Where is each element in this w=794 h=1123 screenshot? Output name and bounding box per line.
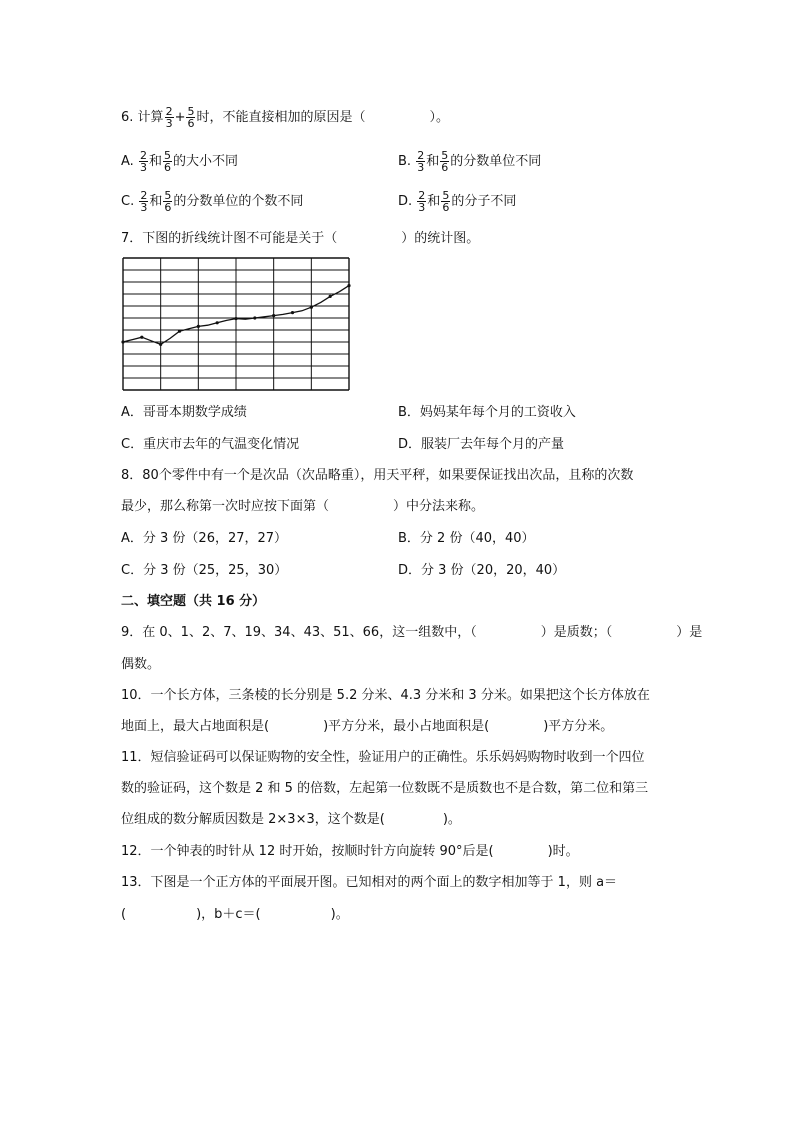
q11-stem-line2: 数的验证码，这个数是 2 和 5 的倍数，左起第一位数既不是质数也不是合数，第二位和第三 (121, 781, 649, 796)
data-point (272, 314, 275, 317)
q6-option-d[interactable]: D. $\frac{2}{3}$ 和 $\frac{5}{6}$ 的分子不同 (398, 189, 517, 214)
q9-stem-line2: 偶数。 (121, 657, 161, 672)
q6-option-c[interactable]: C. $\frac{2}{3}$ 和 $\frac{5}{6}$ 的分数单位的个数不同 (121, 189, 304, 214)
q8-option-c[interactable]: C．分 3 份（25，25，30） (121, 563, 288, 578)
section-title: 二、填空题（共 16 分） (121, 594, 266, 609)
q8-option-a[interactable]: A．分 3 份（26，27，27） (121, 531, 288, 546)
q8-stem-line1: 8．80个零件中有一个是次品（次品略重），用天平秤，如果要保证找出次品，且称的次数 (121, 468, 634, 483)
q8-option-b[interactable]: B．分 2 份（40，40） (398, 531, 535, 546)
q7-option-a[interactable]: A．哥哥本期数学成绩 (121, 405, 247, 420)
q10-stem-line1: 10．一个长方体，三条棱的长分别是 5.2 分米、4.3 分米和 3 分米。如果把这个长方体放在 (121, 688, 650, 703)
data-point (140, 336, 143, 339)
data-point (178, 330, 181, 333)
fraction-5-6: $\frac{5}{6}$ (187, 105, 195, 130)
q13-stem-line1: 13．下图是一个正方体的平面展开图。已知相对的两个面上的数字相加等于 1，则 a＝ (121, 875, 618, 890)
q6-option-a[interactable]: A. $\frac{2}{3}$ 和 $\frac{5}{6}$ 的大小不同 (121, 149, 238, 174)
data-point (347, 284, 350, 287)
q8-option-d[interactable]: D．分 3 份（20，20，40） (398, 563, 566, 578)
q6-stem-suffix: 时，不能直接相加的原因是（ (196, 110, 366, 125)
data-point (329, 295, 332, 298)
q8-stem-line2: 最少，那么称第一次时应按下面第（ ）中分法来称。 (121, 499, 485, 514)
q6-stem-prefix: 计算 (137, 110, 164, 125)
q6-number: 6. (121, 110, 134, 125)
plus-sign: + (174, 110, 186, 125)
data-point (216, 321, 219, 324)
q10-stem-line2: 地面上，最大占地面积是( )平方分米，最小占地面积是( )平方分米。 (121, 719, 614, 734)
q11-stem-line1: 11．短信验证码可以保证购物的安全性，验证用户的正确性。乐乐妈妈购物时收到一个四位 (121, 750, 645, 765)
data-point (159, 343, 162, 346)
q6-option-b[interactable]: B. $\frac{2}{3}$ 和 $\frac{5}{6}$ 的分数单位不同 (398, 149, 542, 174)
data-point (291, 311, 294, 314)
data-point (234, 317, 237, 320)
data-point (253, 316, 256, 319)
data-point (197, 325, 200, 328)
q6-stem: 6. 计算 $\frac{2}{3}$ + $\frac{5}{6}$ 时，不能直接相加的原因是（ ）。 (121, 105, 449, 130)
q13-stem-line2: ( )，b＋c＝( )。 (121, 907, 349, 922)
fraction-2-3: $\frac{2}{3}$ (165, 105, 173, 130)
chart-grid (123, 258, 349, 390)
q7-option-d[interactable]: D．服装厂去年每个月的产量 (398, 437, 565, 452)
line-chart (121, 256, 351, 392)
data-point (310, 306, 313, 309)
q12-stem: 12．一个钟表的时针从 12 时开始，按顺时针方向旋转 90°后是( )时。 (121, 844, 579, 859)
q7-option-c[interactable]: C．重庆市去年的气温变化情况 (121, 437, 300, 452)
q7-option-b[interactable]: B．妈妈某年每个月的工资收入 (398, 405, 576, 420)
q9-stem-line1: 9．在 0、1、2、7、19、34、43、51、66，这一组数中，（ ）是质数；（ ）是 (121, 625, 703, 640)
data-point (121, 340, 124, 343)
q7-stem: 7．下图的折线统计图不可能是关于（ ）的统计图。 (121, 231, 480, 246)
q11-stem-line3: 位组成的数分解质因数是 2×3×3，这个数是( )。 (121, 812, 461, 827)
